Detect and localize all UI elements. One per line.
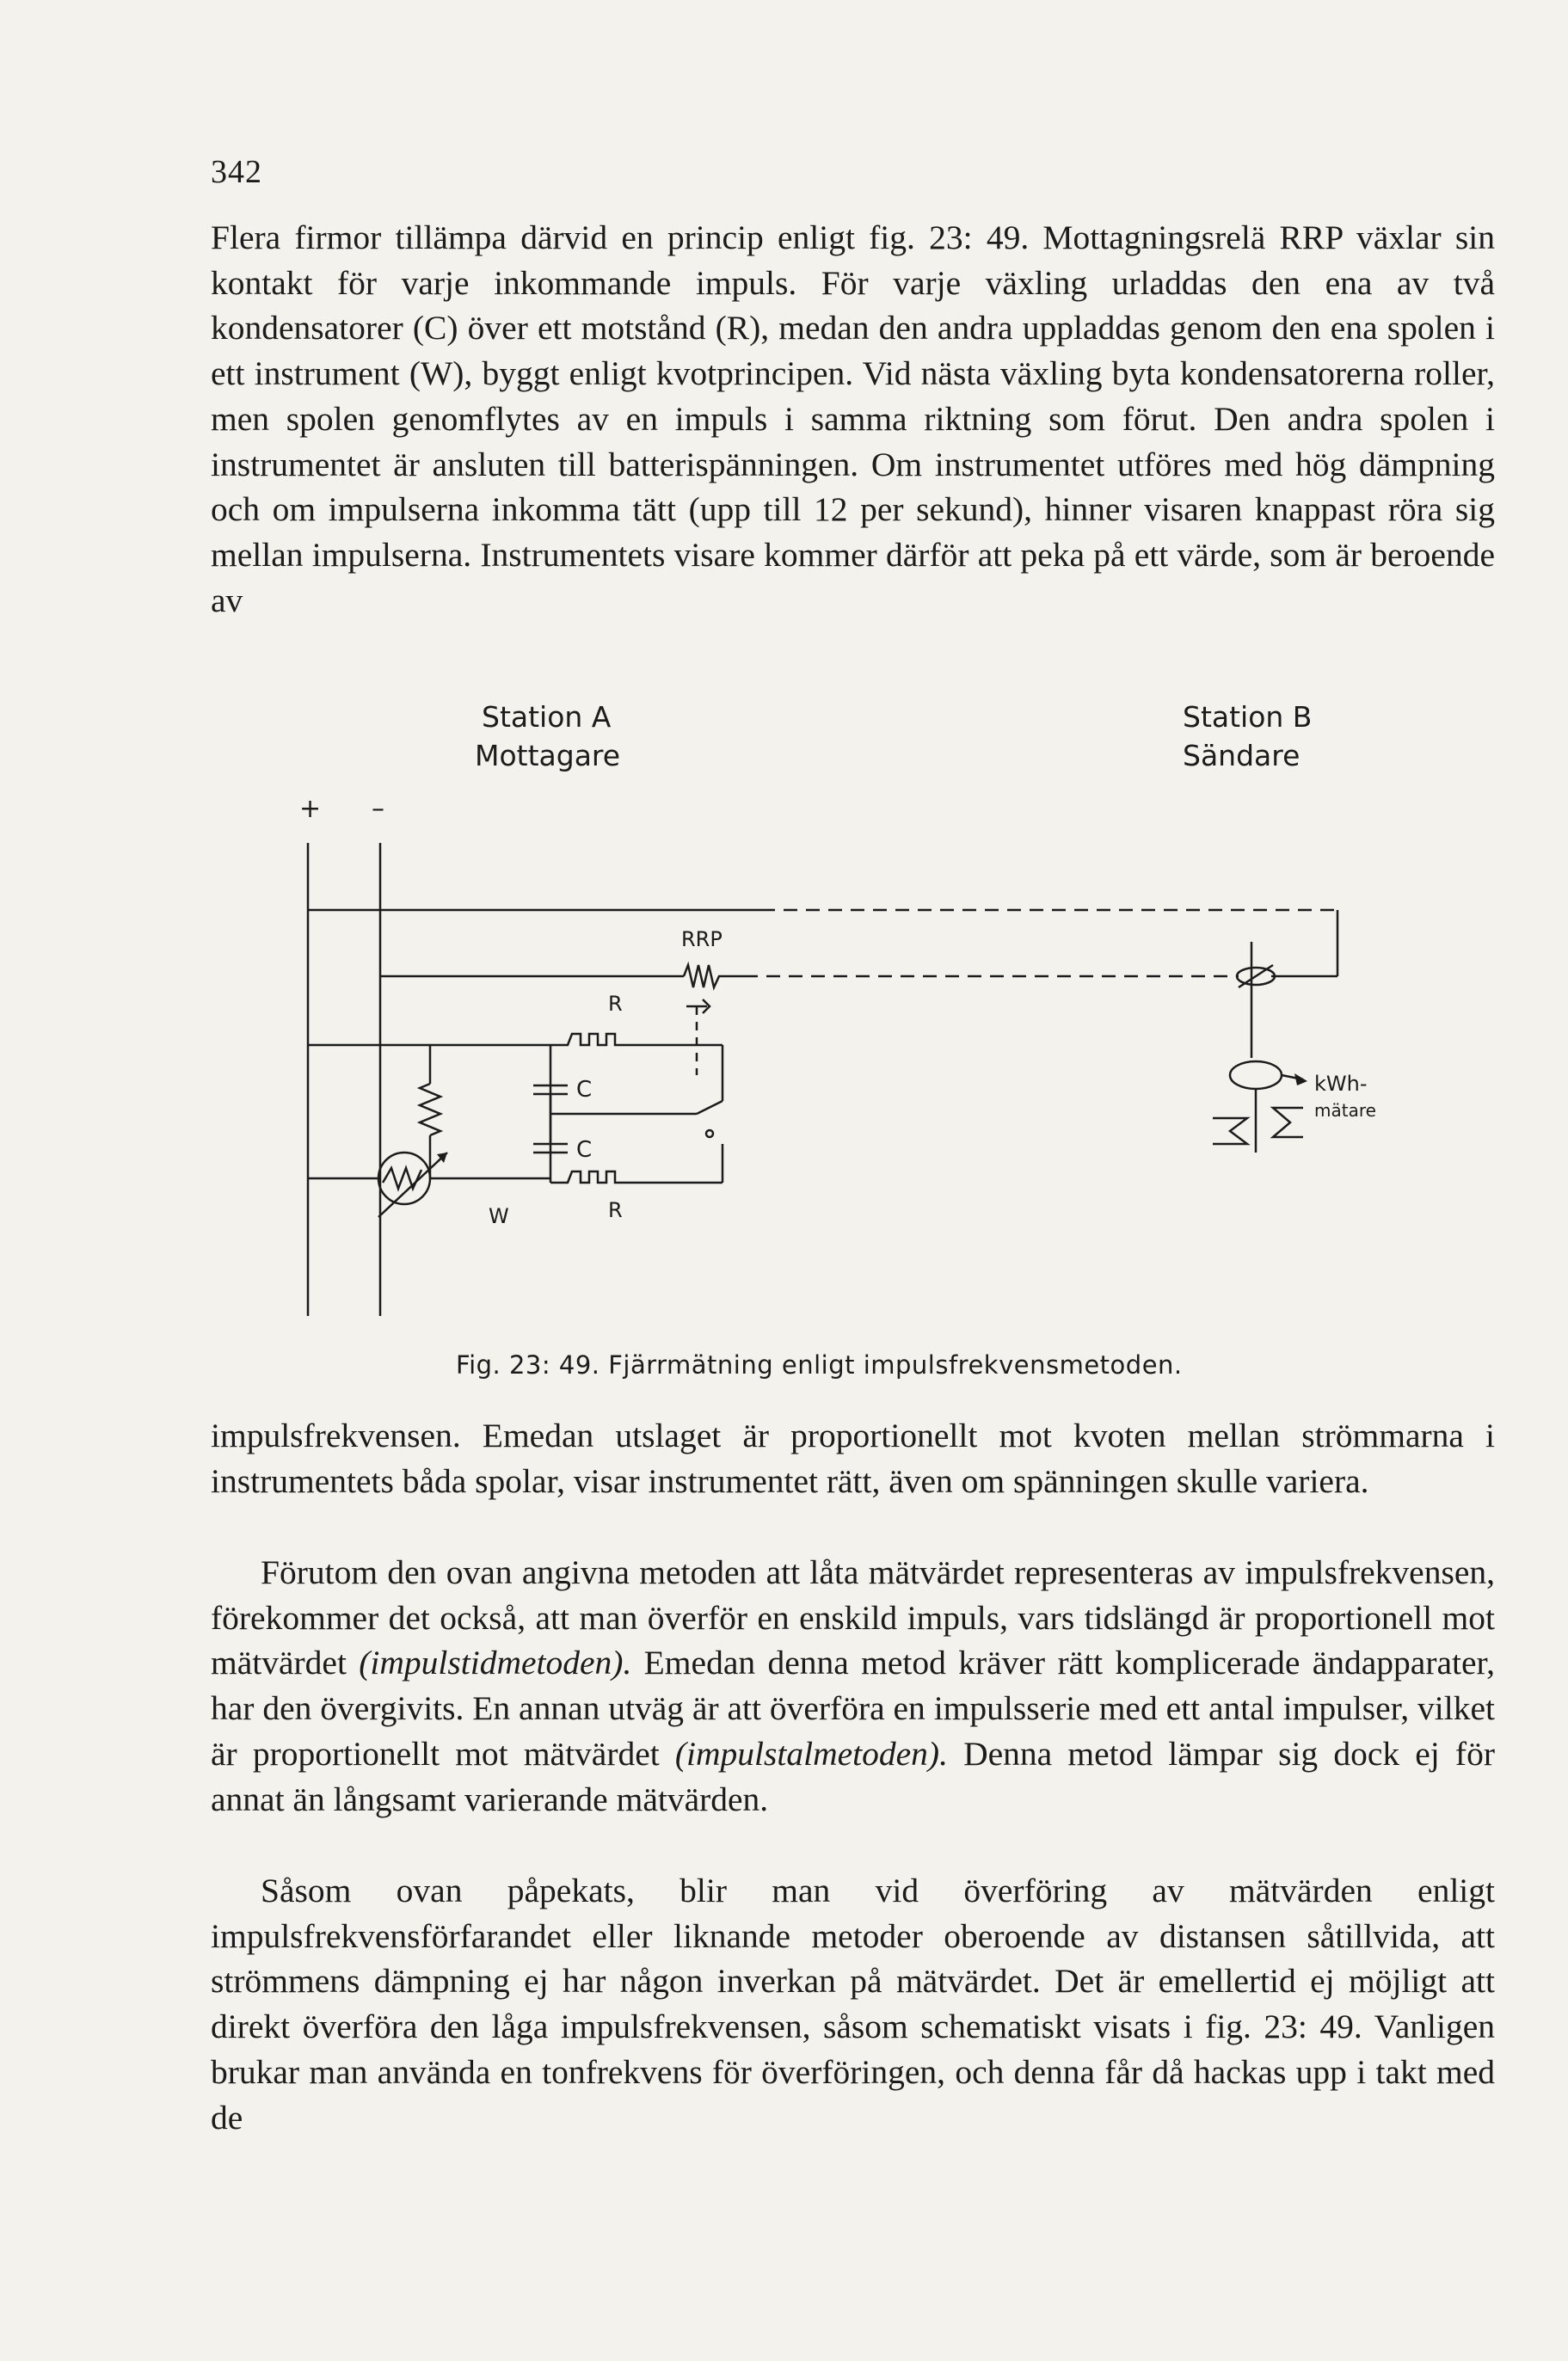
switch-blade	[697, 1101, 723, 1114]
paragraph-2: impulsfrekvensen. Emedan utslaget är proportionellt mot kvoten mellan strömmarna i instrumentets båda spolar, visar instrumentet rätt, även om spänningen skulle variera.	[211, 1417, 1495, 1500]
station-b-line2: Sändare	[1183, 739, 1301, 772]
page-number: 342	[211, 154, 262, 190]
r-bottom-label: R	[608, 1198, 623, 1222]
c-top-label: C	[576, 1077, 593, 1103]
paragraph-3-part-2: Emedan denna metod kräver rätt komplicerade ändapparater, har den övergivits. En annan utväg är att överföra en impulsserie med ett antal impulser, vilket är proportionellt mot mätvärdet	[211, 1644, 1495, 1773]
minus-label: –	[372, 794, 384, 824]
kwh-label-line1: kWh-	[1314, 1072, 1368, 1096]
switch-contact	[706, 1130, 713, 1137]
kwh-coil-right	[1273, 1108, 1303, 1137]
rrp-label: RRP	[681, 927, 723, 951]
w-pointer	[378, 1153, 447, 1217]
paragraph-4	[211, 1868, 1495, 2140]
w-coil	[383, 1168, 421, 1189]
kwh-coil-left	[1213, 1118, 1247, 1144]
paragraph-3-part-1: Förutom den ovan angivna metoden att låta mätvärdet representeras av impulsfrekvensen, förekommer det också, att man överför en enskild impuls, vars tidslängd är proportionell mot mätvärdet	[211, 1553, 1495, 1682]
rrp-coil	[684, 965, 744, 987]
station-a-line2: Mottagare	[475, 739, 621, 772]
r-top-label: R	[608, 992, 623, 1016]
station-b-line1: Station B	[1183, 700, 1313, 734]
paragraph-4-text: Såsom ovan påpekats, blir man vid överföring av mätvärden enligt impulsfrekvensförfarandet eller liknande metoder oberoende av distansen såtillvida, att strömmens dämpning ej har någon inverkan på mätvärdet. Det är emellertid ej möjligt att direkt överföra den låga impulsfrekvensen, såsom schematiskt visats i fig. 23: 49. Vanligen brukar man använda en tonfrekvens för överföringen, och denna får då hackas upp i takt med de	[211, 1872, 1495, 2137]
w-label: W	[489, 1204, 509, 1228]
plus-label: +	[299, 794, 322, 824]
kwh-disk	[1230, 1061, 1282, 1089]
station-a-line1: Station A	[482, 700, 612, 734]
paragraph-3-part-3: Denna metod lämpar sig dock ej för annat än långsamt varierande mätvärden.	[211, 1734, 1495, 1818]
term-impulstidmetoden: (impulstidmetoden).	[359, 1644, 632, 1682]
resistor-bottom	[550, 1171, 723, 1183]
c-bottom-label: C	[576, 1137, 593, 1163]
figure-caption: Fig. 23: 49. Fjärrmätning enligt impulsfrekvensmetoden.	[456, 1350, 1183, 1380]
paragraph-3	[211, 1550, 1495, 1822]
series-resistor	[420, 1084, 440, 1135]
term-impulstalmetoden: (impulstalmetoden).	[674, 1734, 948, 1773]
paragraph-1: Flera firmor tillämpa därvid en princip enligt fig. 23: 49. Mottagningsrelä RRP växlar sin kontakt för varje inkommande impuls. För varje växling urladdas den ena av två kondensatorer (C) över ett motstånd (R), medan den andra uppladdas genom den ena spolen i ett instrument (W), byggt enligt kvotprincipen. Vid nästa växling byta kondensatorerna roller, men spolen genomflytes av en impuls i samma riktning som förut. Den andra spolen i instrumentet är ansluten till batterispänningen. Om instrumentet utföres med hög dämpning och om impulserna inkomma tätt (upp till 12 per sekund), hinner visaren knappast röra sig mellan impulserna. Instrumentets visare kommer därför att peka på ett värde, som är beroende av	[211, 218, 1495, 619]
kwh-arrow	[1294, 1073, 1307, 1085]
kwh-label-line2: mätare	[1314, 1100, 1376, 1121]
circuit-diagram	[275, 697, 1393, 1350]
circuit-figure	[275, 697, 1393, 1350]
